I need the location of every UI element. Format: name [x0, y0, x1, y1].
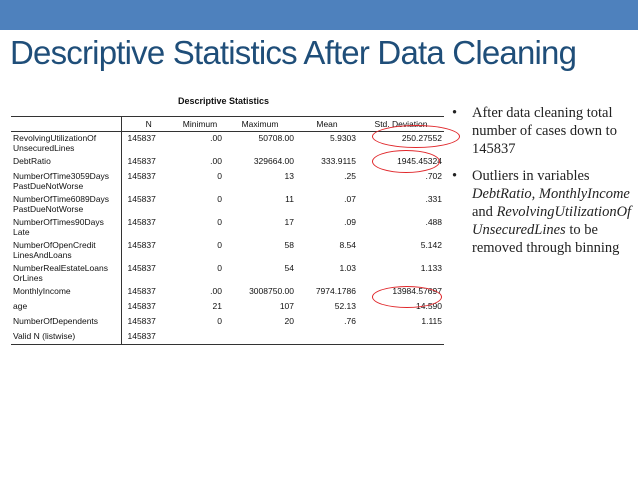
cell-std-deviation: 14.590: [416, 300, 442, 311]
top-accent-bar: [0, 0, 638, 30]
cell-std-deviation: 1.115: [421, 315, 442, 326]
bullet-item: [449, 167, 634, 257]
cell-mean: .09: [344, 216, 356, 227]
column-header: [11, 117, 121, 132]
cell-std-deviation: 1.133: [420, 262, 442, 273]
cell-std-deviation: .488: [425, 216, 442, 227]
cell-std-deviation: 13984.57697: [392, 285, 442, 296]
cell-maximum: 11: [285, 193, 294, 204]
cell-maximum: 50708.00: [258, 133, 294, 143]
cell-std-deviation: .702: [425, 170, 442, 181]
bullet-text: Outliers in variables: [472, 168, 590, 184]
cell-mean: .76: [344, 315, 356, 326]
cell-minimum: .00: [210, 285, 222, 296]
bullet-marker: •: [452, 168, 458, 184]
row-label: Valid N (listwise): [11, 330, 121, 345]
cell-maximum: 13: [284, 170, 294, 181]
cell-n: 145837: [127, 262, 156, 273]
table-row: [11, 239, 444, 262]
cell-minimum: 0: [217, 193, 222, 204]
cell-mean: 5.9303: [330, 133, 356, 143]
cell-minimum: .00: [210, 155, 222, 166]
cell-n: 145837: [127, 315, 156, 326]
cell-maximum: 3008750.00: [249, 285, 294, 296]
variable-name: MonthlyIncome: [538, 186, 630, 202]
cell-minimum: 0: [217, 262, 222, 273]
column-header: Std. Deviation: [358, 117, 444, 132]
column-header: N: [121, 117, 176, 132]
cell-n: 145837: [127, 155, 156, 166]
cell-minimum: .00: [210, 133, 222, 143]
cell-mean: 333.9115: [321, 155, 356, 166]
row-label: NumberOfDependents: [11, 315, 121, 330]
cell-minimum: [176, 330, 224, 345]
cell-maximum: 329664.00: [253, 155, 294, 166]
highlight-circle: [372, 125, 460, 148]
table-row: [11, 330, 444, 345]
highlight-circle: [372, 150, 440, 173]
cell-maximum: 107: [279, 300, 294, 311]
descriptive-statistics-table: [11, 116, 444, 345]
cell-minimum: 0: [217, 216, 222, 227]
bullet-text: to be removed through binning: [472, 222, 620, 256]
variable-name: DebtRatio,: [472, 186, 536, 202]
bullet-marker: •: [452, 105, 458, 121]
table-row: [11, 262, 444, 285]
cell-mean: 1.03: [339, 262, 356, 273]
cell-minimum: 0: [217, 239, 222, 250]
cell-maximum: 58: [284, 239, 294, 250]
cell-minimum: 0: [217, 315, 222, 326]
cell-std-deviation: 1945.45324: [397, 155, 442, 166]
cell-maximum: 17: [284, 216, 294, 227]
table-title: Descriptive Statistics: [178, 96, 270, 106]
cell-n: 145837: [127, 133, 156, 143]
bullet-item: [449, 104, 634, 158]
row-label: RevolvingUtilizationOf UnsecuredLines: [11, 132, 121, 155]
column-header: Maximum: [224, 117, 296, 132]
cell-n: 145837: [127, 300, 156, 311]
cell-maximum: [224, 330, 296, 345]
column-header: Mean: [296, 117, 358, 132]
cell-std-deviation: [358, 330, 444, 345]
bullet-text: and: [472, 204, 497, 220]
row-label: NumberOfTime3059Days PastDueNotWorse: [11, 170, 121, 193]
cell-maximum: 20: [284, 315, 294, 326]
bullet-text: After data cleaning total number of cases down to 145837: [472, 105, 617, 157]
variable-name: RevolvingUtilizationOf UnsecuredLines: [472, 204, 632, 238]
row-label: DebtRatio: [11, 155, 121, 170]
cell-std-deviation: .331: [425, 193, 442, 204]
row-label: age: [11, 300, 121, 315]
cell-minimum: 21: [212, 300, 222, 311]
cell-n: 145837: [127, 170, 156, 181]
cell-n: 145837: [121, 330, 176, 345]
cell-minimum: 0: [217, 170, 222, 181]
column-header: Minimum: [176, 117, 224, 132]
cell-mean: 7974.1786: [315, 285, 356, 296]
row-label: MonthlyIncome: [11, 285, 121, 300]
bullet-list: [449, 104, 634, 266]
cell-mean: 52.13: [334, 300, 356, 311]
table-row: [11, 315, 444, 330]
cell-std-deviation: 250.27552: [401, 133, 442, 143]
cell-std-deviation: 5.142: [420, 239, 442, 250]
cell-mean: [296, 330, 358, 345]
cell-n: 145837: [127, 285, 156, 296]
highlight-circle: [372, 286, 442, 308]
table-row: [11, 170, 444, 193]
cell-maximum: 54: [284, 262, 294, 273]
cell-n: 145837: [127, 216, 156, 227]
table-row: [11, 216, 444, 239]
cell-mean: 8.54: [339, 239, 356, 250]
slide-title: Descriptive Statistics After Data Cleaning: [10, 34, 577, 71]
cell-mean: .25: [344, 170, 356, 181]
table-row: [11, 193, 444, 216]
row-label: NumberOfTime6089Days PastDueNotWorse: [11, 193, 121, 216]
row-label: NumberRealEstateLoans OrLines: [11, 262, 121, 285]
cell-mean: .07: [344, 193, 356, 204]
row-label: NumberOfTimes90Days Late: [11, 216, 121, 239]
row-label: NumberOfOpenCredit LinesAndLoans: [11, 239, 121, 262]
cell-n: 145837: [127, 193, 156, 204]
cell-n: 145837: [127, 239, 156, 250]
